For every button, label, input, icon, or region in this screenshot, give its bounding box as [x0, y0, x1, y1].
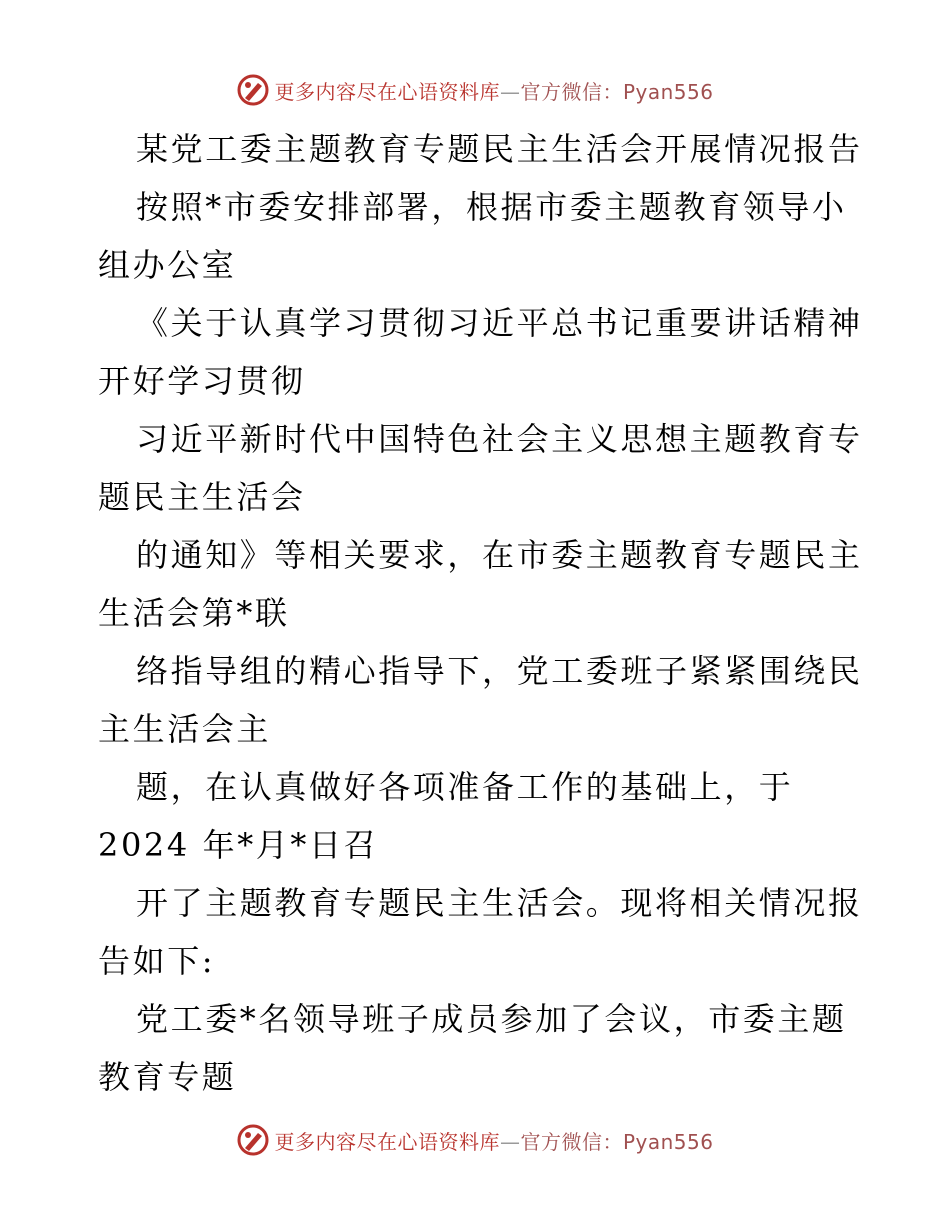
text-line: 开好学习贯彻 [98, 362, 306, 400]
pen-logo-icon [236, 73, 270, 107]
watermark-separator: — [499, 1129, 521, 1154]
text-line: 《关于认真学习贯彻习近平总书记重要讲话精神 [136, 304, 863, 342]
pen-logo-icon [236, 1123, 270, 1157]
text-line: 2024 年*月*日召 [98, 826, 379, 864]
text-line: 习近平新时代中国特色社会主义思想主题教育专 [136, 420, 863, 458]
document-body [98, 120, 863, 1106]
text-line: 的通知》等相关要求，在市委主题教育专题民主 [136, 536, 863, 574]
text-line: 党工委*名领导班子成员参加了会议，市委主题 [136, 1000, 847, 1038]
text-line: 题民主生活会 [98, 478, 306, 516]
text-line: 教育专题 [98, 1058, 237, 1096]
text-line: 告如下: [98, 942, 216, 980]
watermark-site-text: 更多内容尽在心语资料库 [274, 1129, 500, 1154]
text-line: 生活会第*联 [98, 594, 290, 632]
watermark-wechat-text: 官方微信：Pyan556 [520, 1129, 714, 1154]
watermark-site-text: 更多内容尽在心语资料库 [274, 79, 500, 104]
text-line: 开了主题教育专题民主生活会。现将相关情况报 [136, 884, 863, 922]
footer-watermark [0, 1120, 950, 1160]
header-watermark [0, 70, 950, 110]
text-line: 按照*市委安排部署，根据市委主题教育领导小 [136, 188, 847, 226]
text-line: 主生活会主 [98, 710, 272, 748]
document-title: 某党工委主题教育专题民主生活会开展情况报告 [136, 130, 863, 168]
text-line: 组办公室 [98, 246, 237, 284]
watermark-separator: — [499, 79, 521, 104]
text-line: 络指导组的精心指导下，党工委班子紧紧围绕民 [136, 652, 863, 690]
watermark-wechat-text: 官方微信：Pyan556 [520, 79, 714, 104]
text-line: 题，在认真做好各项准备工作的基础上，于 [136, 768, 794, 806]
